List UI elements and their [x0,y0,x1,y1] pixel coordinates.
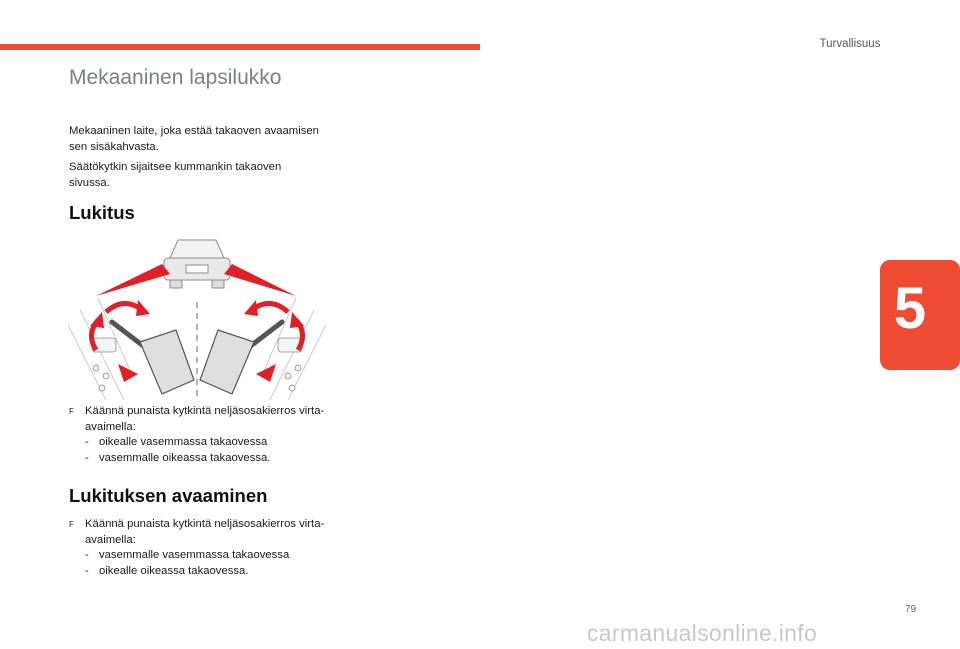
list-dash: - [85,436,89,448]
unlocking-item-right: - oikealle oikeassa takaovessa. [69,564,329,580]
locking-bullet [69,404,329,466]
intro-paragraph-1: Mekaaninen laite, joka estää takaoven avaamisen sen sisäkahvasta. [69,125,319,153]
unlocking-item-left: - vasemmalle vasemmassa takaovessa [69,548,329,564]
unlocking-bullet [69,517,329,579]
section-name: Turvallisuus [819,38,881,50]
list-dash: - [85,564,89,577]
child-lock-illustration [66,230,328,402]
header-accent-bar [0,44,480,50]
right-door-beam [224,264,296,296]
left-door-beam [96,264,170,296]
locking-item-right: - vasemmalle oikeassa takaovessa. [69,451,329,467]
list-dash: - [85,549,89,561]
heading-unlocking: Lukituksen avaaminen [69,485,268,506]
bullet-mark: F [69,407,74,416]
page-number: 79 [905,604,917,615]
chapter-number: 5 [893,276,927,341]
intro-paragraph-2: Säätökytkin sijaitsee kummankin takaoven sivussa. [69,161,282,189]
bullet-mark: F [69,520,74,529]
watermark: carmanualsonline.info [587,620,818,646]
heading-locking: Lukitus [69,202,135,223]
car-rear-icon [164,240,230,288]
unlocking-instruction: Käännä punaista kytkintä neljäsosakierros virta-avaimella: [85,518,325,546]
locking-item-left: - oikealle vasemmassa takaovessa [69,435,329,451]
list-dash: - [85,451,89,464]
page-title: Mekaaninen lapsilukko [69,66,282,89]
locking-instruction: Käännä punaista kytkintä neljäsosakierros virta-avaimella: [85,405,325,433]
